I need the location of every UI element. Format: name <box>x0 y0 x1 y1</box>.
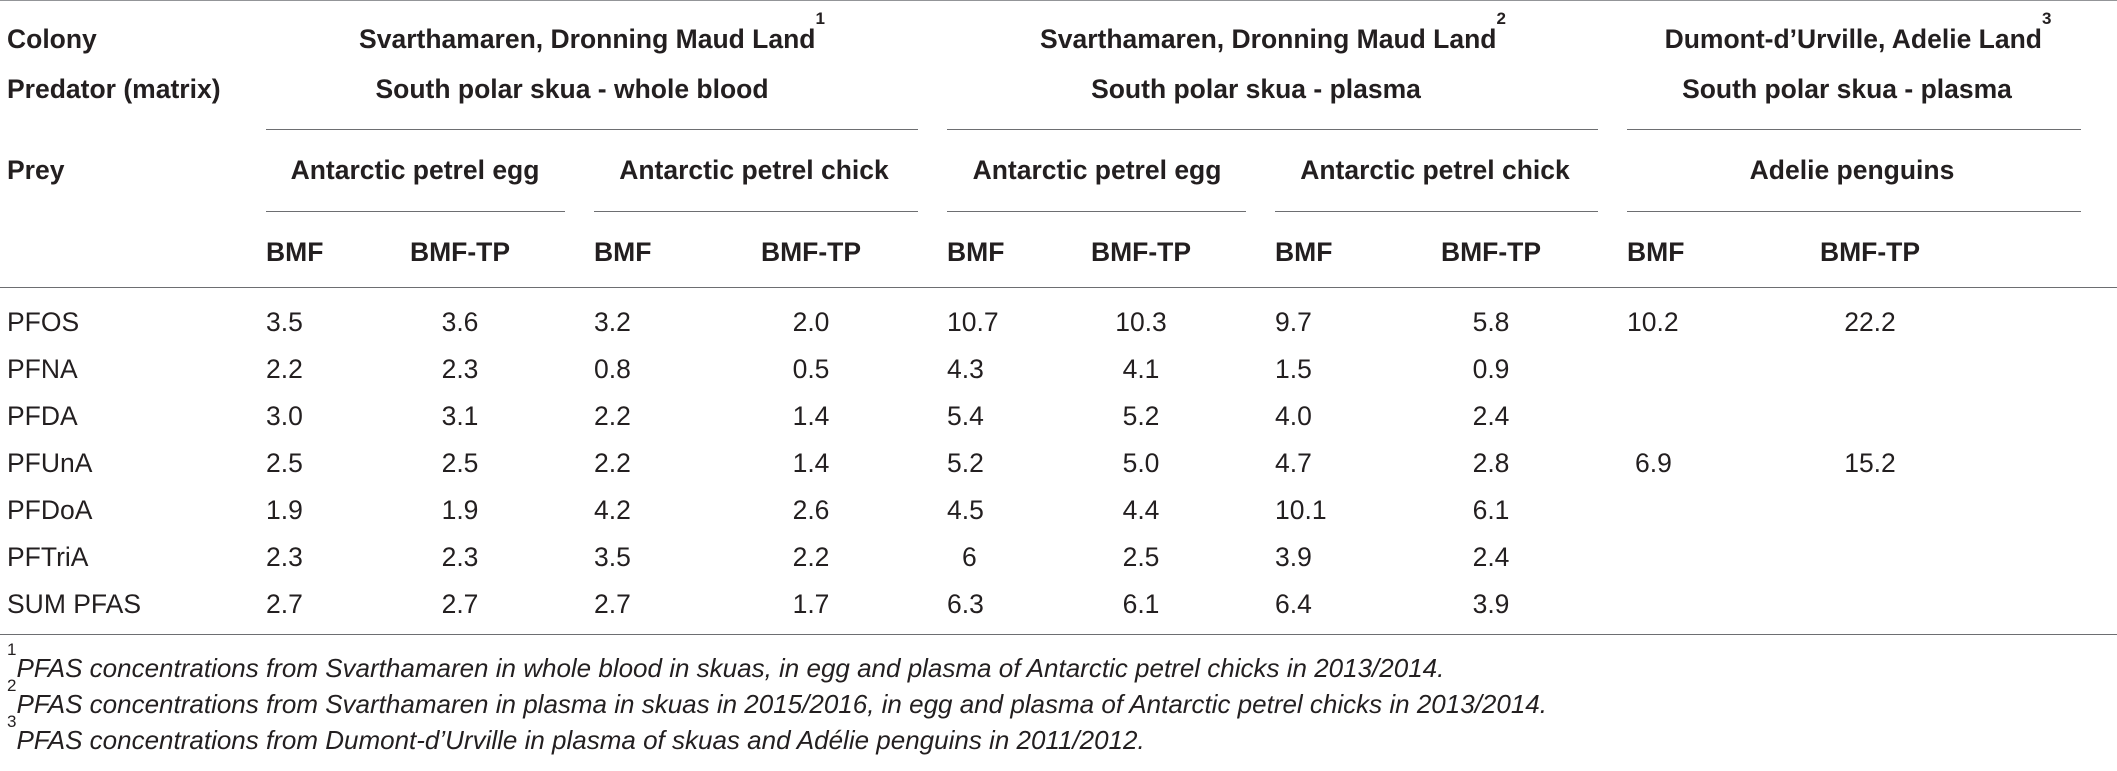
predator-header-3: South polar skua - plasma <box>1682 74 2012 104</box>
table-cell: 10.2 <box>1627 307 1679 337</box>
prey-header-5: Adelie penguins <box>1749 155 1955 185</box>
table-cell: 2.4 <box>1472 542 1510 572</box>
footnote-3 <box>7 712 1145 756</box>
table-cell: 6.1 <box>1122 589 1160 619</box>
metric-bmf-4: BMF <box>1275 237 1333 267</box>
table-cell: 5.2 <box>1122 401 1160 431</box>
table-cell: 1.9 <box>441 495 479 525</box>
colony-label: Colony <box>7 24 97 54</box>
table-cell: 22.2 <box>1844 307 1896 337</box>
colony-header-1-text: Svarthamaren, Dronning Maud Land <box>359 24 816 54</box>
table-cell: 2.7 <box>594 589 631 619</box>
table-cell: 2.3 <box>441 354 479 384</box>
table-cell: 5.2 <box>947 448 984 478</box>
footnote-2 <box>7 676 1547 720</box>
table-cell: 6.3 <box>947 589 984 619</box>
table-cell: 2.5 <box>441 448 479 478</box>
table-cell: 1.5 <box>1275 354 1312 384</box>
table-cell: 3.9 <box>1472 589 1510 619</box>
table-cell: 2.4 <box>1472 401 1510 431</box>
group-rule-1 <box>266 129 918 130</box>
group-rule-3 <box>1627 129 2081 130</box>
table-cell: 6.4 <box>1275 589 1312 619</box>
metric-bmftp-4: BMF-TP <box>1440 237 1542 267</box>
table-cell: 3.1 <box>441 401 479 431</box>
row-label: PFNA <box>7 354 78 384</box>
metric-bmftp-1: BMF-TP <box>409 237 511 267</box>
table-cell: 10.1 <box>1275 495 1327 525</box>
table-cell: 2.7 <box>266 589 303 619</box>
metric-bmftp-2: BMF-TP <box>760 237 862 267</box>
footnote-1-text: PFAS concentrations from Svarthamaren in whole blood in skuas, in egg and plasma of Antarctic petrel chicks in 2013/2014. <box>16 653 1445 683</box>
footnote-2-marker: 2 <box>7 676 17 695</box>
table-cell: 5.0 <box>1122 448 1160 478</box>
table-cell: 2.5 <box>266 448 303 478</box>
row-label: SUM PFAS <box>7 589 142 619</box>
table-cell: 2.2 <box>266 354 303 384</box>
row-label: PFDA <box>7 401 78 431</box>
table-cell: 2.3 <box>441 542 479 572</box>
footnote-3-marker: 3 <box>7 712 17 731</box>
table-cell: 10.7 <box>947 307 999 337</box>
table-cell: 10.3 <box>1115 307 1167 337</box>
prey-rule-2 <box>594 211 918 212</box>
row-label: PFTriA <box>7 542 89 572</box>
colony-header-3 <box>1664 9 2052 55</box>
table-cell: 2.5 <box>1122 542 1160 572</box>
prey-rule-5 <box>1627 211 2081 212</box>
table-cell: 0.9 <box>1472 354 1510 384</box>
prey-rule-1 <box>266 211 565 212</box>
table-cell: 3.5 <box>594 542 631 572</box>
colony-header-3-sup: 3 <box>2041 9 2052 28</box>
table-cell: 4.1 <box>1122 354 1160 384</box>
predator-label: Predator (matrix) <box>7 74 221 104</box>
prey-header-3: Antarctic petrel egg <box>972 155 1222 185</box>
table-bottom-rule <box>0 634 2117 635</box>
row-label: PFUnA <box>7 448 93 478</box>
row-label: PFDoA <box>7 495 93 525</box>
table-cell: 2.2 <box>792 542 830 572</box>
table-cell: 3.6 <box>441 307 479 337</box>
table-cell: 3.5 <box>266 307 303 337</box>
table-cell: 6.9 <box>1635 448 1672 478</box>
colony-header-3-text: Dumont-d’Urville, Adelie Land <box>1664 24 2042 54</box>
predator-header-1: South polar skua - whole blood <box>375 74 769 104</box>
table-cell: 2.8 <box>1472 448 1510 478</box>
table-cell: 4.5 <box>947 495 984 525</box>
table-cell: 4.3 <box>947 354 984 384</box>
colony-header-2-text: Svarthamaren, Dronning Maud Land <box>1040 24 1497 54</box>
predator-header-2: South polar skua - plasma <box>1091 74 1421 104</box>
prey-rule-4 <box>1275 211 1598 212</box>
colony-header-1-sup: 1 <box>815 9 825 28</box>
metric-bmftp-3: BMF-TP <box>1090 237 1192 267</box>
metric-bmftp-5: BMF-TP <box>1819 237 1921 267</box>
header-bottom-rule <box>0 287 2117 288</box>
table-cell: 5.8 <box>1472 307 1510 337</box>
prey-rule-3 <box>947 211 1246 212</box>
footnote-2-text: PFAS concentrations from Svarthamaren in plasma in skuas in 2015/2016, in egg and plasma of Antarctic petrel chicks in 2013/2014. <box>16 689 1547 719</box>
table-cell: 2.7 <box>441 589 479 619</box>
colony-header-1 <box>359 9 825 55</box>
table-cell: 1.4 <box>792 401 830 431</box>
table-cell: 2.2 <box>594 448 631 478</box>
table-cell: 2.0 <box>792 307 830 337</box>
prey-header-1: Antarctic petrel egg <box>290 155 540 185</box>
table-cell: 5.4 <box>947 401 984 431</box>
prey-header-4: Antarctic petrel chick <box>1300 155 1570 185</box>
table-cell: 4.4 <box>1122 495 1160 525</box>
metric-bmf-5: BMF <box>1627 237 1685 267</box>
table-cell: 1.9 <box>266 495 303 525</box>
metric-bmf-3: BMF <box>947 237 1005 267</box>
table-cell: 6.1 <box>1472 495 1510 525</box>
table-cell: 3.9 <box>1275 542 1312 572</box>
prey-header-2: Antarctic petrel chick <box>619 155 889 185</box>
table-cell: 15.2 <box>1844 448 1896 478</box>
table-cell: 0.5 <box>792 354 830 384</box>
footnote-1 <box>7 640 1445 684</box>
group-rule-2 <box>947 129 1598 130</box>
footnote-1-marker: 1 <box>7 640 17 659</box>
top-rule <box>0 0 2117 1</box>
table-cell: 1.7 <box>792 589 830 619</box>
table-cell: 0.8 <box>594 354 631 384</box>
table-cell: 4.2 <box>594 495 631 525</box>
table-cell: 2.6 <box>792 495 830 525</box>
colony-header-2-sup: 2 <box>1496 9 1506 28</box>
table-cell: 6 <box>962 542 977 572</box>
table-cell: 9.7 <box>1275 307 1312 337</box>
table-cell: 4.7 <box>1275 448 1312 478</box>
metric-bmf-2: BMF <box>594 237 652 267</box>
table-cell: 3.2 <box>594 307 631 337</box>
row-label: PFOS <box>7 307 80 337</box>
footnote-3-text: PFAS concentrations from Dumont-d’Urville in plasma of skuas and Adélie penguins in 2011/2012. <box>16 725 1145 755</box>
colony-header-2 <box>1040 9 1506 55</box>
table-cell: 2.2 <box>594 401 631 431</box>
table-cell: 4.0 <box>1275 401 1312 431</box>
metric-bmf-1: BMF <box>266 237 324 267</box>
table-cell: 2.3 <box>266 542 303 572</box>
table-cell: 1.4 <box>792 448 830 478</box>
prey-label: Prey <box>7 155 65 185</box>
table-cell: 3.0 <box>266 401 303 431</box>
